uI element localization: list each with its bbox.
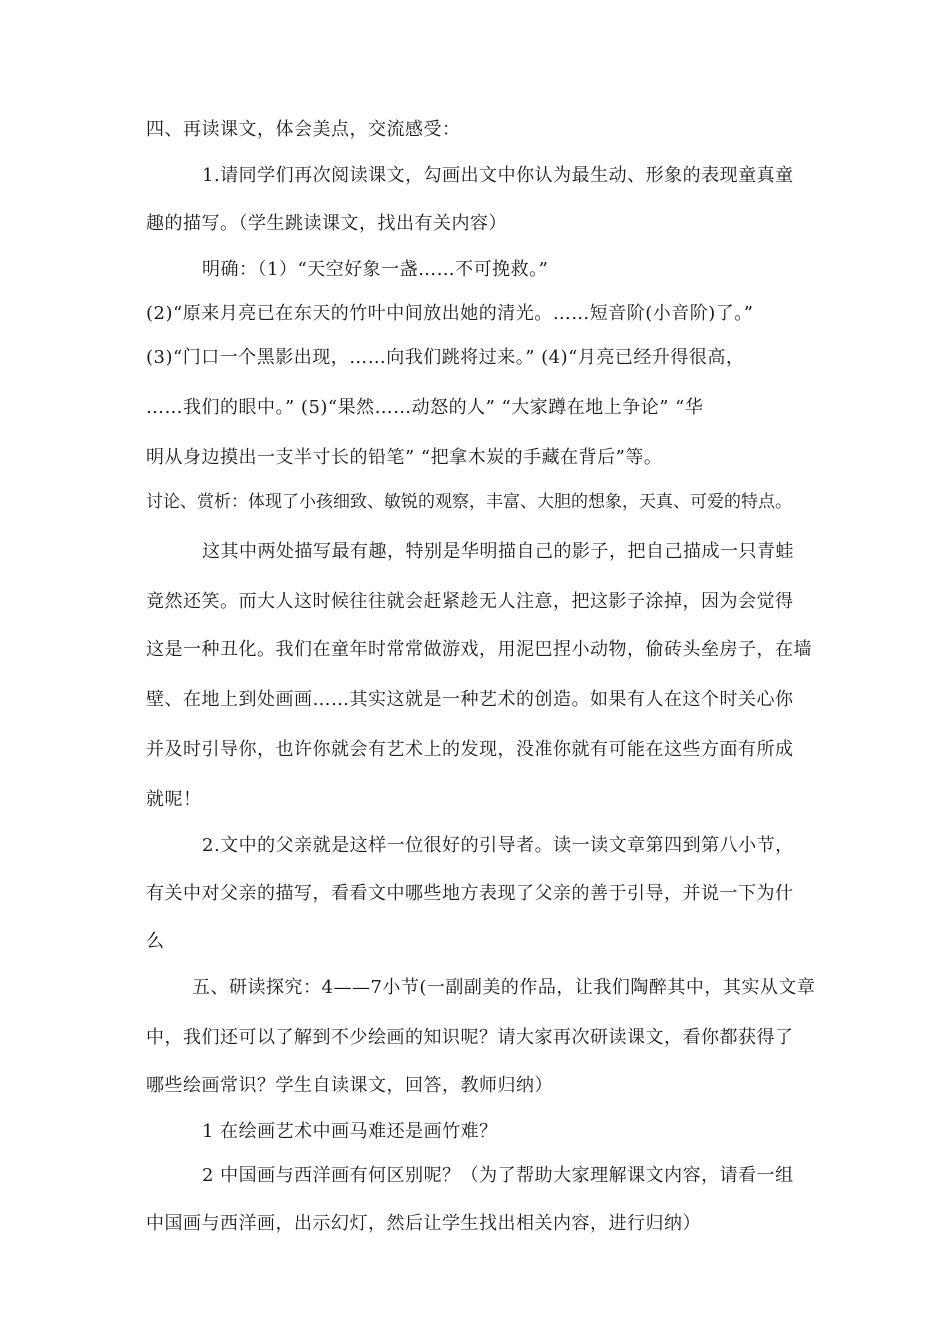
answer-quote-2: (2)“原来月亮已在东天的竹叶中间放出她的清光。……短音阶(小音阶)了。” <box>146 303 754 324</box>
answer-quote-3-4: (3)“门口一个黑影出现，……向我们跳将过来。” (4)“月亮已经升得很高， <box>146 347 745 368</box>
section-five-line-2: 中，我们还可以了解到不少绘画的知识呢？请大家再次研读课文，看你都获得了 <box>146 1027 794 1048</box>
answer-quote-end: 明从身边摸出一支半寸长的铅笔” “把拿木炭的手藏在背后”等。 <box>146 447 663 468</box>
question-2-line-2: 有关中对父亲的描写，看看文中哪些地方表现了父亲的善于引导，并说一下为什 <box>146 883 794 904</box>
item-2-line-2: 中国画与西洋画，出示幻灯，然后让学生找出相关内容，进行归纳） <box>146 1213 701 1234</box>
paragraph-line-1: 这其中两处描写最有趣，特别是华明描自己的影子，把自己描成一只青蛙 <box>202 541 794 562</box>
item-2-line-1: 2 中国画与西洋画有何区别呢？（为了帮助大家理解课文内容，请看一组 <box>202 1165 794 1186</box>
section-five-line-1: 五、研读探究：4——7小节(一副副美的作品，让我们陶醉其中，其实从文章 <box>192 977 816 998</box>
question-1-line-2: 趣的描写。（学生跳读课文，找出有关内容） <box>146 213 507 234</box>
section-four-heading: 四、再读课文，体会美点，交流感受： <box>146 119 461 140</box>
section-five-line-3: 哪些绘画常识？学生自读课文，回答，教师归纳） <box>146 1075 553 1096</box>
paragraph-line-6: 就呢！ <box>146 789 202 810</box>
paragraph-line-5: 并及时引导你，也许你就会有艺术上的发现，没准你就有可能在这些方面有所成 <box>146 739 794 760</box>
question-2-line-3: 么 <box>146 931 165 952</box>
answer-quote-5: ……我们的眼中。” (5)“果然……动怒的人” “大家蹲在地上争论” “华 <box>146 397 704 418</box>
item-1-line: 1 在绘画艺术中画马难还是画竹难？ <box>202 1121 498 1142</box>
discussion-line: 讨论、赏析：体现了小孩细致、敏锐的观察，丰富、大胆的想象，天真、可爱的特点。 <box>146 492 792 512</box>
paragraph-line-4: 壁、在地上到处画画……其实这就是一种艺术的创造。如果有人在这个时关心你 <box>146 689 794 710</box>
paragraph-line-3: 这是一种丑化。我们在童年时常常做游戏，用泥巴捏小动物，偷砖头垒房子，在墙 <box>146 639 812 660</box>
paragraph-line-2: 竟然还笑。而大人这时候往往就会赶紧趁无人注意，把这影子涂掉，因为会觉得 <box>146 591 794 612</box>
question-1-line-1: 1.请同学们再次阅读课文，勾画出文中你认为最生动、形象的表现童真童 <box>202 165 794 186</box>
answer-label-line: 明确：（1）“天空好象一盏……不可挽救。” <box>202 259 549 280</box>
question-2-line-1: 2.文中的父亲就是这样一位很好的引导者。读一读文章第四到第八小节， <box>202 835 794 856</box>
